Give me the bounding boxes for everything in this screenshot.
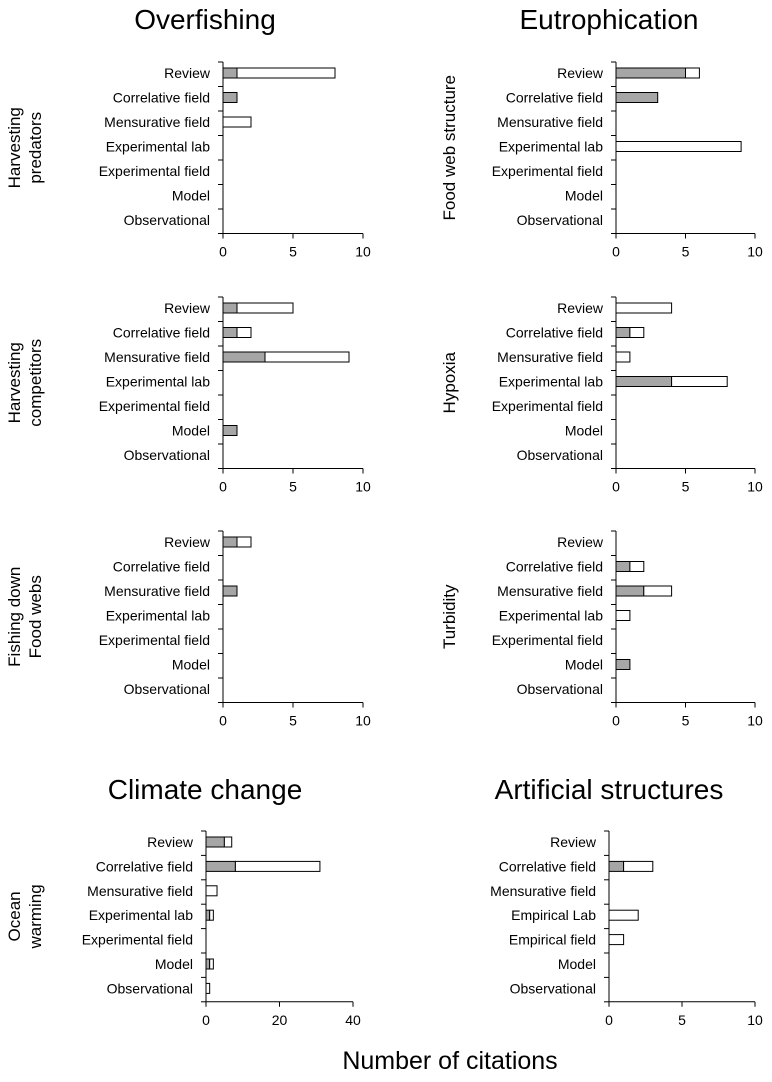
y-axis-label-line: warming — [26, 884, 45, 949]
category-label: Correlative field — [95, 858, 193, 875]
category-label: Observational — [123, 447, 210, 463]
bar — [616, 303, 672, 313]
category-label: Mensurative field — [104, 349, 210, 365]
x-tick-label: 0 — [605, 1011, 613, 1028]
category-label: Observational — [516, 447, 603, 463]
bar — [609, 861, 624, 871]
category-label: Observational — [516, 212, 603, 228]
chart-panels — [5, 62, 763, 1028]
bar — [223, 537, 237, 547]
bar — [616, 93, 658, 103]
x-tick-label: 0 — [219, 712, 227, 729]
y-axis-label-line: Hypoxia — [440, 352, 459, 414]
category-label: Mensurative field — [497, 349, 603, 365]
x-tick-label: 5 — [678, 1011, 686, 1028]
x-tick-label: 5 — [681, 712, 690, 729]
category-label: Experimental field — [98, 632, 210, 648]
category-label: Model — [171, 422, 210, 439]
category-label: Mensurative field — [87, 882, 193, 899]
category-label: Observational — [123, 212, 210, 228]
bar — [223, 303, 237, 313]
y-axis-label — [440, 584, 459, 649]
climate-change-title: Climate change — [107, 774, 303, 805]
artificial-structures-title: Artificial structures — [494, 774, 724, 805]
x-tick-label: 20 — [271, 1011, 288, 1028]
bar — [223, 93, 237, 103]
category-label: Experimental lab — [105, 138, 210, 155]
bar — [206, 861, 235, 871]
bar — [237, 537, 251, 547]
y-axis-label-line: Harvesting — [5, 107, 24, 189]
category-label: Observational — [106, 980, 193, 997]
category-label: Review — [147, 834, 193, 850]
bar — [672, 377, 728, 387]
category-label: Mensurative field — [497, 583, 603, 599]
bar — [616, 660, 630, 670]
category-label: Experimental lab — [498, 138, 603, 155]
y-axis-label-line: Food webs — [26, 575, 45, 659]
chart-panel — [440, 531, 763, 729]
y-axis-label-line: Ocean — [5, 891, 24, 942]
category-label: Experimental field — [491, 163, 603, 179]
eutrophication-title: Eutrophication — [519, 4, 699, 35]
category-label: Review — [164, 300, 210, 316]
bar — [616, 611, 630, 621]
bar — [223, 352, 265, 362]
category-label: Experimental lab — [105, 607, 210, 624]
category-label: Empirical Lab — [511, 907, 596, 924]
category-label: Experimental lab — [105, 373, 210, 390]
bar — [630, 562, 644, 572]
category-label: Empirical field — [508, 931, 596, 948]
category-label: Experimental field — [98, 163, 210, 179]
bar — [223, 117, 251, 127]
bar — [223, 426, 237, 436]
category-label: Review — [557, 65, 603, 81]
category-label: Experimental field — [81, 931, 193, 948]
bar — [686, 68, 700, 78]
x-tick-label: 10 — [747, 243, 763, 260]
x-tick-label: 40 — [345, 1011, 361, 1028]
y-axis-label — [5, 884, 45, 949]
bar — [644, 586, 672, 596]
y-axis-label-line: predators — [26, 111, 45, 184]
bar — [210, 959, 214, 969]
x-tick-label: 10 — [355, 243, 371, 260]
y-axis-label — [440, 351, 459, 413]
category-label: Model — [564, 187, 603, 204]
category-label: Experimental lab — [498, 607, 603, 624]
category-label: Review — [557, 534, 603, 550]
category-label: Observational — [509, 980, 596, 997]
bar — [237, 68, 335, 78]
bar — [624, 861, 653, 871]
bar — [223, 586, 237, 596]
x-tick-label: 10 — [355, 712, 371, 729]
x-tick-label: 10 — [747, 1011, 763, 1028]
category-label: Review — [164, 65, 210, 81]
chart-panel — [5, 531, 371, 729]
category-label: Experimental field — [98, 398, 210, 414]
category-label: Review — [557, 300, 603, 316]
category-label: Correlative field — [505, 89, 603, 106]
bar — [609, 910, 638, 920]
global-xlabel: Number of citations — [342, 1047, 558, 1075]
x-tick-label: 5 — [289, 478, 297, 495]
bar — [206, 910, 210, 920]
category-label: Correlative field — [498, 858, 596, 875]
category-label: Mensurative field — [104, 114, 210, 130]
category-label: Mensurative field — [497, 114, 603, 130]
x-tick-label: 0 — [202, 1011, 210, 1028]
bar — [206, 983, 210, 993]
bar — [616, 377, 672, 387]
x-tick-label: 5 — [289, 712, 297, 729]
bar — [616, 562, 630, 572]
chart-panel — [490, 831, 763, 1028]
category-label: Experimental field — [491, 632, 603, 648]
x-tick-label: 5 — [681, 243, 690, 260]
category-label: Correlative field — [112, 558, 210, 575]
x-tick-label: 5 — [681, 478, 690, 495]
x-tick-label: 0 — [612, 243, 620, 260]
category-label: Model — [564, 422, 603, 439]
bar — [616, 68, 686, 78]
x-tick-label: 0 — [219, 243, 227, 260]
category-label: Correlative field — [112, 89, 210, 106]
bar — [223, 328, 237, 338]
bar — [235, 861, 320, 871]
y-axis-label — [440, 75, 459, 221]
bar — [630, 328, 644, 338]
bar — [265, 352, 349, 362]
chart-panel — [5, 62, 371, 260]
bar — [206, 959, 210, 969]
category-label: Model — [557, 956, 596, 972]
y-axis-label-line: Turbidity — [440, 584, 459, 650]
y-axis-label — [5, 339, 45, 427]
category-label: Experimental field — [491, 398, 603, 414]
y-axis-label-line: Fishing down — [5, 566, 24, 667]
y-axis-label-line: competitors — [26, 338, 45, 427]
bar — [223, 68, 237, 78]
bar — [616, 352, 630, 362]
category-label: Observational — [516, 681, 603, 697]
category-label: Experimental lab — [498, 373, 603, 390]
bar — [609, 935, 624, 945]
category-label: Experimental lab — [88, 907, 193, 924]
bar — [224, 837, 231, 847]
category-label: Model — [171, 656, 210, 673]
category-label: Mensurative field — [490, 882, 596, 899]
category-label: Model — [171, 187, 210, 204]
chart-panel — [5, 297, 371, 495]
bar — [616, 142, 741, 152]
x-tick-label: 10 — [355, 478, 371, 495]
y-axis-label — [5, 107, 45, 188]
x-tick-label: 5 — [289, 243, 297, 260]
bar — [206, 837, 224, 847]
y-axis-label — [5, 567, 45, 667]
x-tick-label: 10 — [747, 712, 763, 729]
bar — [237, 303, 293, 313]
x-tick-label: 0 — [219, 478, 227, 495]
category-label: Review — [164, 534, 210, 550]
chart-panel — [440, 62, 763, 260]
category-label: Correlative field — [505, 558, 603, 575]
category-label: Correlative field — [505, 324, 603, 341]
y-axis-label-line: Harvesting — [5, 342, 24, 424]
chart-panel — [5, 831, 361, 1028]
x-tick-label: 0 — [612, 712, 620, 729]
category-label: Review — [550, 834, 596, 850]
bar — [616, 328, 630, 338]
chart-panel — [440, 297, 763, 495]
x-tick-label: 10 — [747, 478, 763, 495]
overfishing-title: Overfishing — [134, 4, 276, 35]
category-label: Observational — [123, 681, 210, 697]
category-label: Mensurative field — [104, 583, 210, 599]
bar — [210, 910, 214, 920]
bar — [616, 586, 644, 596]
category-label: Model — [564, 656, 603, 673]
category-label: Correlative field — [112, 324, 210, 341]
bar — [206, 886, 217, 896]
category-label: Model — [154, 956, 193, 972]
bar — [237, 328, 251, 338]
x-tick-label: 0 — [612, 478, 620, 495]
y-axis-label-line: Food web structure — [440, 74, 459, 221]
